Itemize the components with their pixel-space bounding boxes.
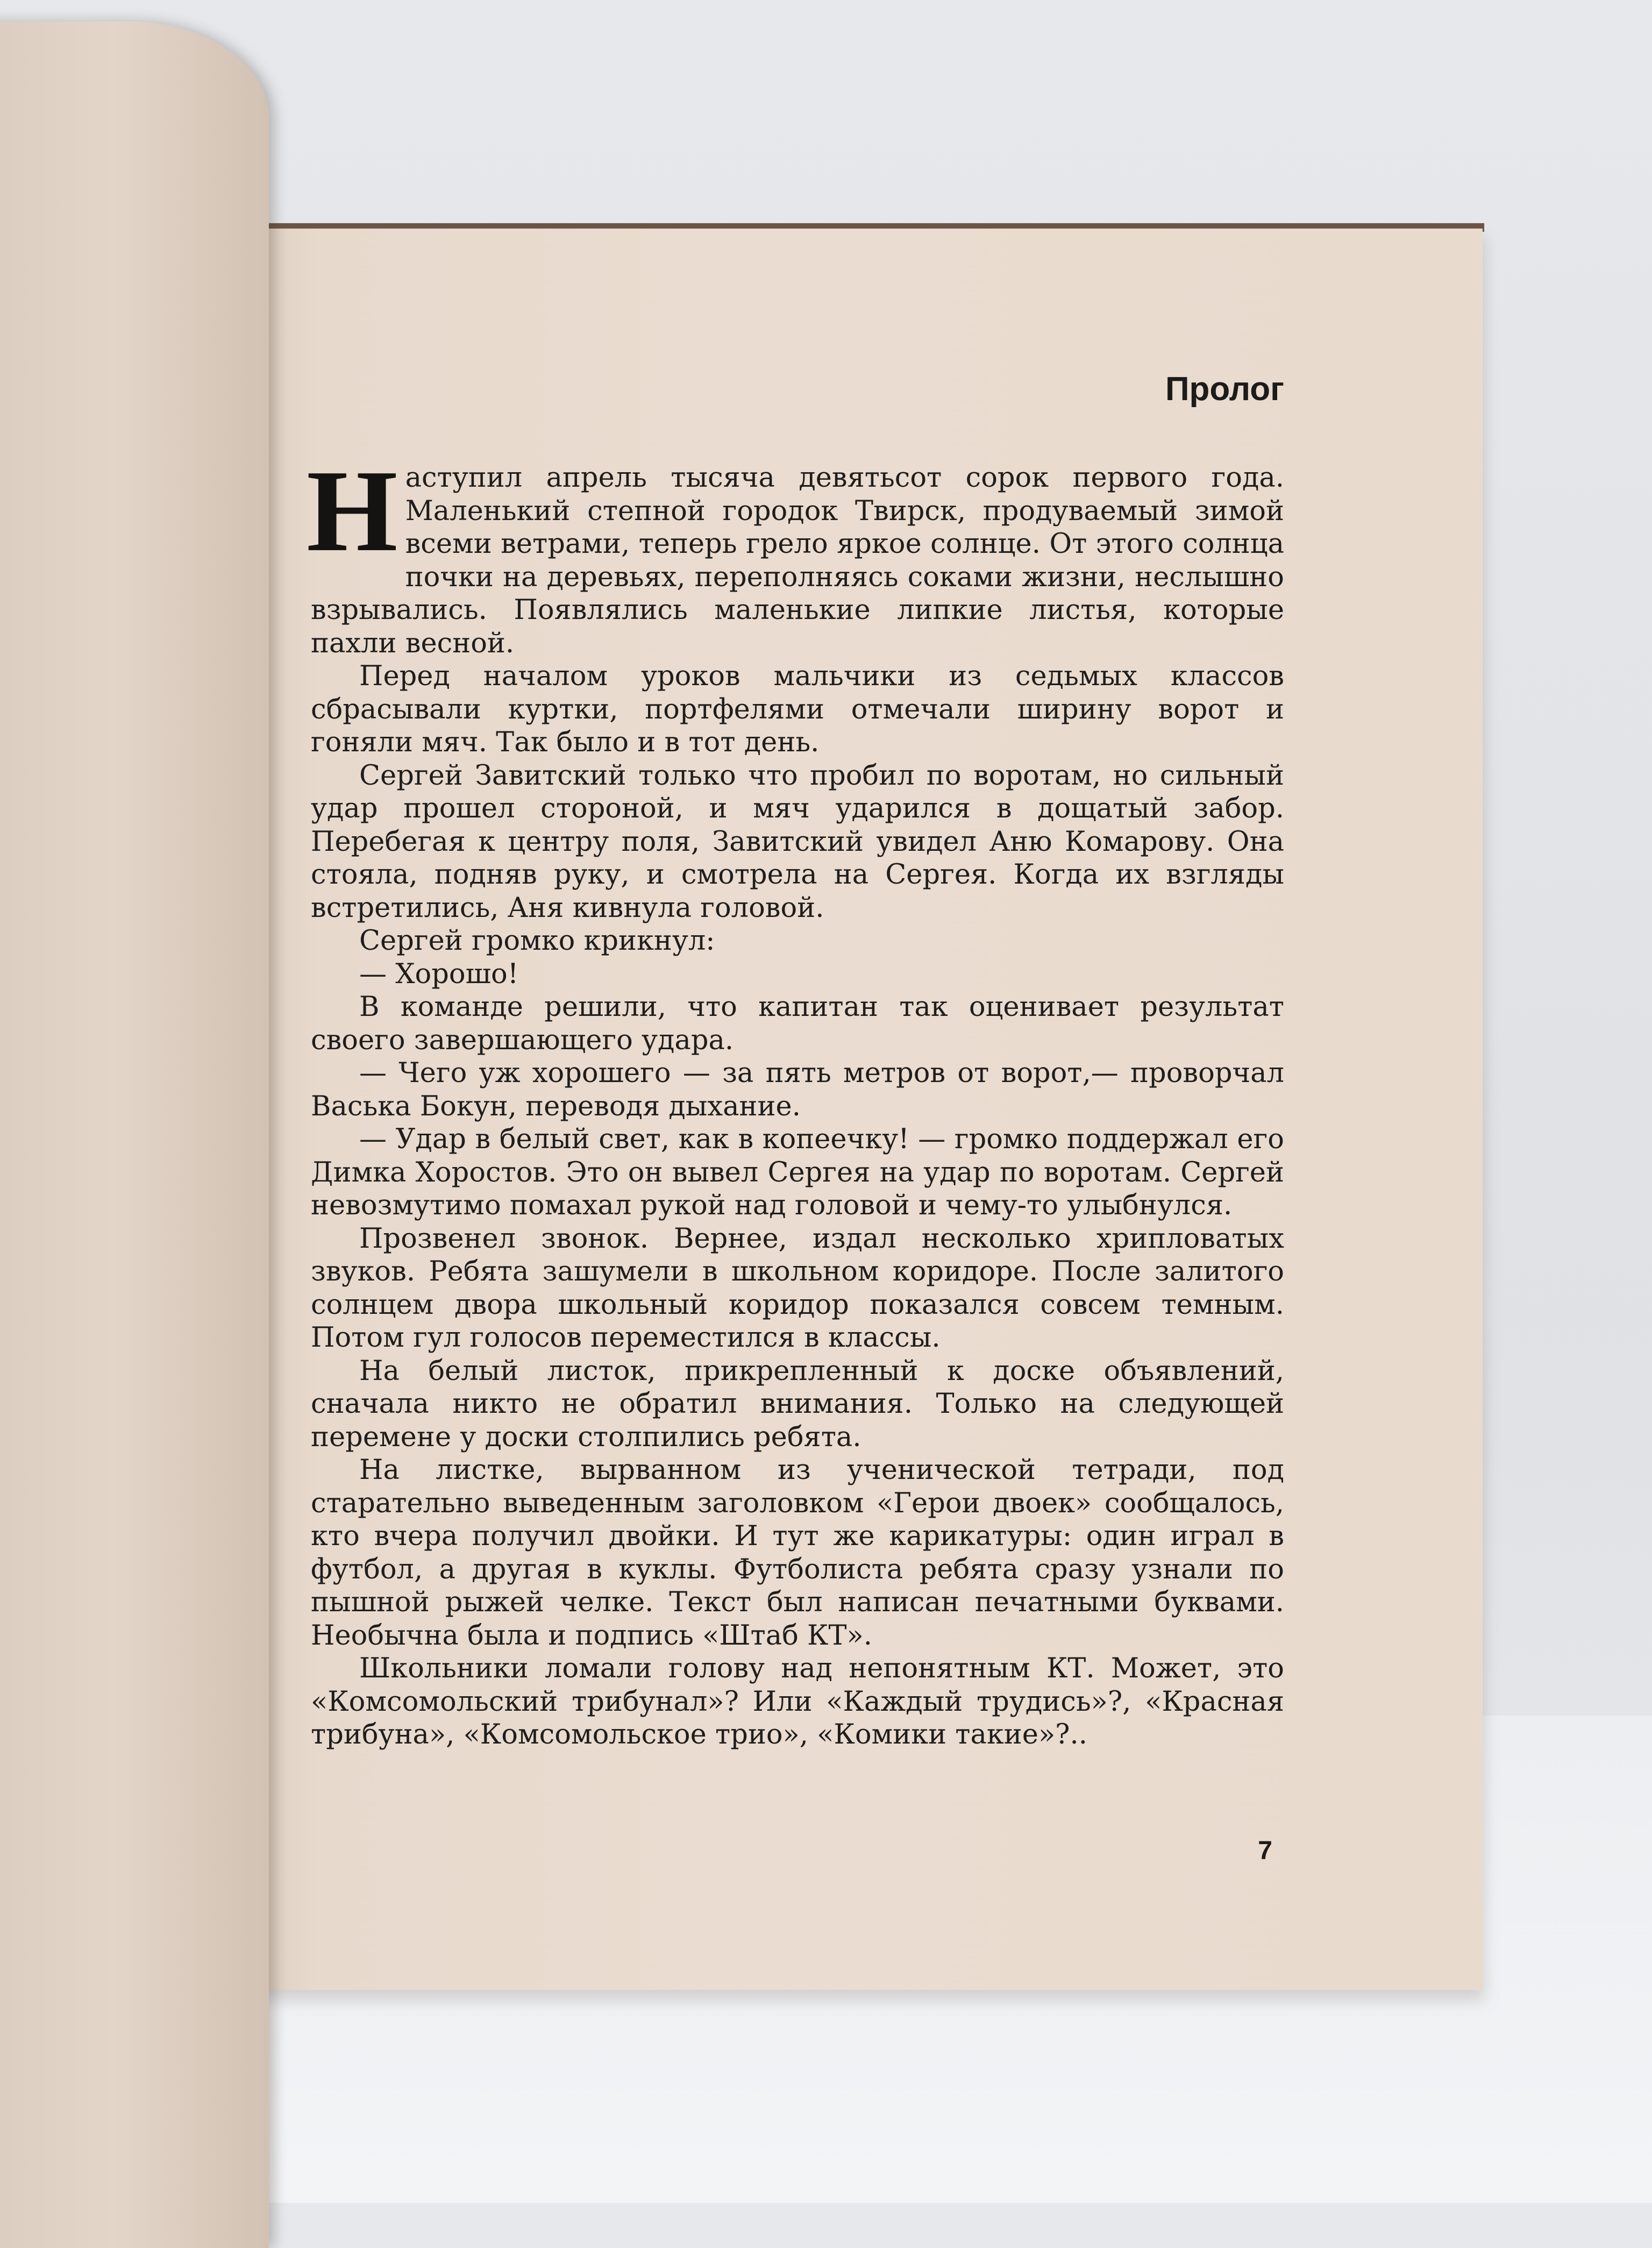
- paragraph-2: Перед началом уроков мальчики из седьмых классов сбрасывали куртки, портфелями отмечали ширину ворот и гоняли мяч. Так было и в тот день.: [311, 660, 1284, 758]
- paragraph-12: Школьники ломали голову над непонятным КТ. Может, это «Комсомольский трибунал»? Или «Каждый трудись»?, «Красная трибуна», «Комсомольское трио», «Комики такие»?..: [311, 1653, 1284, 1751]
- left-book-page: [0, 22, 269, 2248]
- paragraph-5: — Хорошо!: [359, 958, 519, 990]
- paragraph-text: аступил апрель тысяча девятьсот сорок первого года. Маленький степной городок Твирск, продуваемый зимой всеми ветрами, теперь грело яркое солнце. От этого солнца почки на деревьях, переполняясь соками жизни, неслышно взрывались. Появлялись маленькие липкие листья, которые пахли весной.: [311, 462, 1284, 659]
- paragraph-7: — Чего уж хорошего — за пять метров от ворот,— проворчал Васька Бокун, переводя дыхание.: [311, 1057, 1284, 1122]
- chapter-title: Пролог: [1165, 371, 1284, 408]
- chapter-body: [307, 446, 1284, 1752]
- drop-cap: Н: [307, 446, 398, 576]
- paragraph-3: Сергей Завитский только что пробил по воротам, но сильный удар прошел стороной, и мяч ударился в дощатый забор. Перебегая к центру поля, Завитский увидел Аню Комарову. Она стояла, подняв руку, и смотрела на Сергея. Когда их взгляды встретились, Аня кивнула головой.: [311, 759, 1284, 924]
- paragraph-4: Сергей громко крикнул:: [359, 925, 715, 957]
- page-number: 7: [1258, 1837, 1272, 1865]
- paragraph-9: Прозвенел звонок. Вернее, издал несколько хрипловатых звуков. Ребята зашумели в школьном коридоре. После залитого солнцем двора школьный коридор показался совсем темным. Потом гул голосов переместился в классы.: [311, 1222, 1284, 1354]
- paragraph-10: На белый листок, прикрепленный к доске объявлений, сначала никто не обратил внимания. Только на следующей перемене у доски столпились ребята.: [311, 1355, 1284, 1453]
- paragraph-1: [307, 446, 1284, 660]
- page-text-block: [307, 370, 1284, 1865]
- paragraph-11: На листке, вырванном из ученической тетради, под старательно выведенным заголовком «Герои двоек» сообщалось, кто вчера получил двойки. И тут же карикатуры: один играл в футбол, а другая в куклы. Футболиста ребята сразу узнали по пышной рыжей челке. Текст был написан печатными буквами. Необычна была и подпись «Штаб КТ».: [311, 1454, 1284, 1652]
- paragraph-8: — Удар в белый свет, как в копеечку! — громко поддержал его Димка Хоростов. Это он вывел Сергея на удар по воротам. Сергей невозмутимо помахал рукой над головой и чему-то улыбнулся.: [311, 1123, 1284, 1221]
- paragraph-6: В команде решили, что капитан так оценивает результат своего завершающего удара.: [311, 991, 1284, 1056]
